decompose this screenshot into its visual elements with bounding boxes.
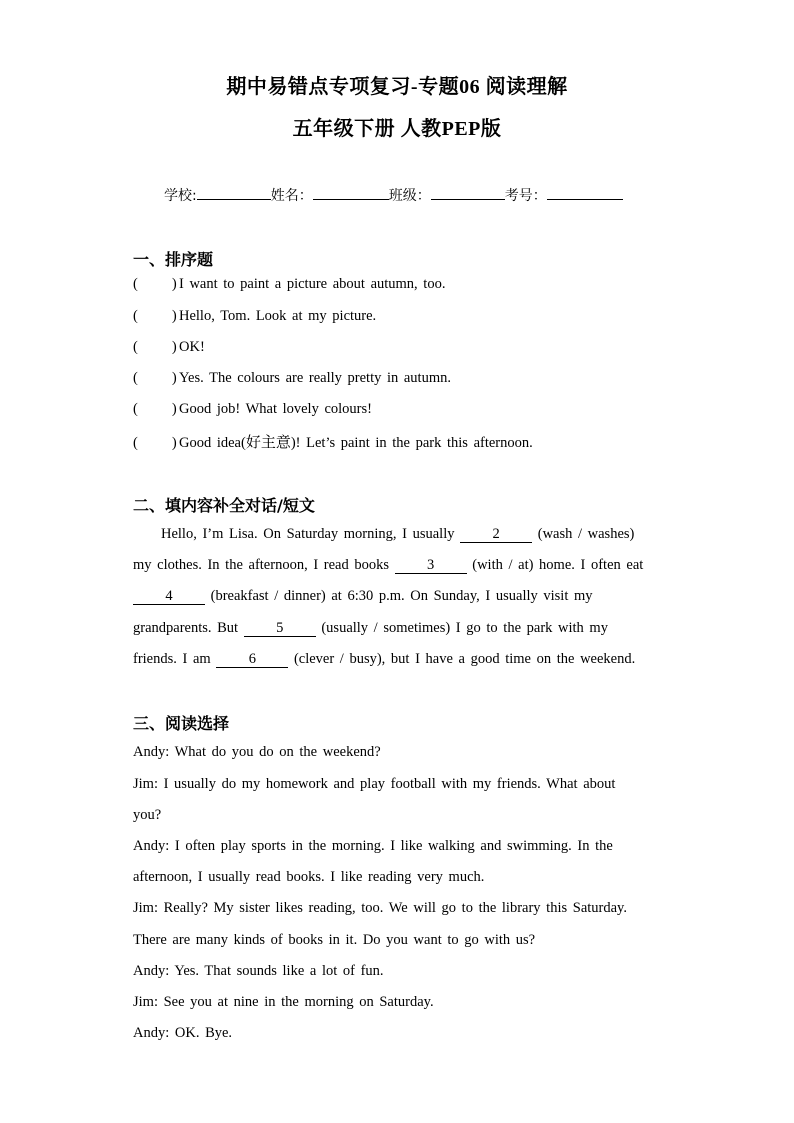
dialogue-line: Andy: What do you do on the weekend? — [133, 744, 381, 760]
passage-line: grandparents. But 5 (usually / sometimes) I go to the park with my — [133, 620, 608, 636]
student-info-row — [164, 185, 623, 205]
dialogue-line: Jim: See you at nine in the morning on Saturday. — [133, 994, 434, 1010]
section-1-heading: 一、排序题 — [133, 250, 214, 269]
dialogue-line: There are many kinds of books in it. Do you want to go with us? — [133, 932, 536, 948]
ordering-item: ( ) I want to paint a picture about autumn, too. — [133, 276, 446, 292]
dialogue-line: Jim: I usually do my homework and play football with my friends. What about — [133, 776, 616, 792]
passage-line: Hello, I’m Lisa. On Saturday morning, I usually 2 (wash / washes) — [161, 526, 635, 542]
passage-line: 4 (breakfast / dinner) at 6:30 p.m. On Sunday, I usually visit my — [133, 588, 593, 605]
fill-blank-2[interactable]: 2 — [460, 527, 532, 543]
ordering-item: ( ) OK! — [133, 339, 205, 355]
answer-bracket[interactable]: ( ) — [133, 308, 177, 324]
dialogue-line: you? — [133, 807, 162, 823]
ordering-item: ( ) Good job! What lovely colours! — [133, 401, 372, 417]
number-blank[interactable] — [547, 185, 623, 200]
fill-blank-6[interactable]: 6 — [216, 652, 288, 668]
class-blank[interactable] — [431, 185, 505, 200]
ordering-item: ( ) Hello, Tom. Look at my picture. — [133, 308, 377, 324]
answer-bracket[interactable]: ( ) — [133, 401, 177, 417]
ordering-item: ( ) Good idea(好主意)! Let’s paint in the park this afternoon. — [133, 433, 533, 451]
passage-line: my clothes. In the afternoon, I read books 3 (with / at) home. I often eat — [133, 557, 644, 573]
answer-bracket[interactable]: ( ) — [133, 339, 177, 355]
section-3-heading: 三、阅读选择 — [133, 714, 230, 733]
section-2-heading: 二、填内容补全对话/短文 — [133, 496, 315, 515]
answer-bracket[interactable]: ( ) — [133, 435, 177, 451]
passage-line: friends. I am 6 (clever / busy), but I have a good time on the weekend. — [133, 651, 636, 667]
school-blank[interactable] — [197, 185, 271, 200]
dialogue-line: Andy: I often play sports in the morning. I like walking and swimming. In the — [133, 838, 613, 854]
school-label: 学校: — [164, 188, 197, 204]
dialogue-line: Jim: Really? My sister likes reading, too. We will go to the library this Saturday. — [133, 900, 627, 916]
fill-blank-4[interactable]: 4 — [133, 589, 205, 605]
dialogue-line: Andy: Yes. That sounds like a lot of fun. — [133, 963, 384, 979]
answer-bracket[interactable]: ( ) — [133, 276, 177, 292]
name-label: 姓名： — [270, 188, 313, 204]
name-blank[interactable] — [313, 185, 389, 200]
worksheet-subtitle: 五年级下册 人教PEP版 — [292, 118, 502, 140]
dialogue-line: afternoon, I usually read books. I like reading very much. — [133, 869, 485, 885]
number-label: 考号： — [504, 188, 547, 204]
dialogue-line: Andy: OK. Bye. — [133, 1025, 233, 1041]
worksheet-title: 期中易错点专项复习-专题06 阅读理解 — [226, 76, 568, 98]
ordering-item: ( ) Yes. The colours are really pretty in autumn. — [133, 370, 451, 386]
fill-blank-5[interactable]: 5 — [244, 621, 316, 637]
answer-bracket[interactable]: ( ) — [133, 370, 177, 386]
class-label: 班级： — [388, 188, 431, 204]
fill-blank-3[interactable]: 3 — [395, 558, 467, 574]
